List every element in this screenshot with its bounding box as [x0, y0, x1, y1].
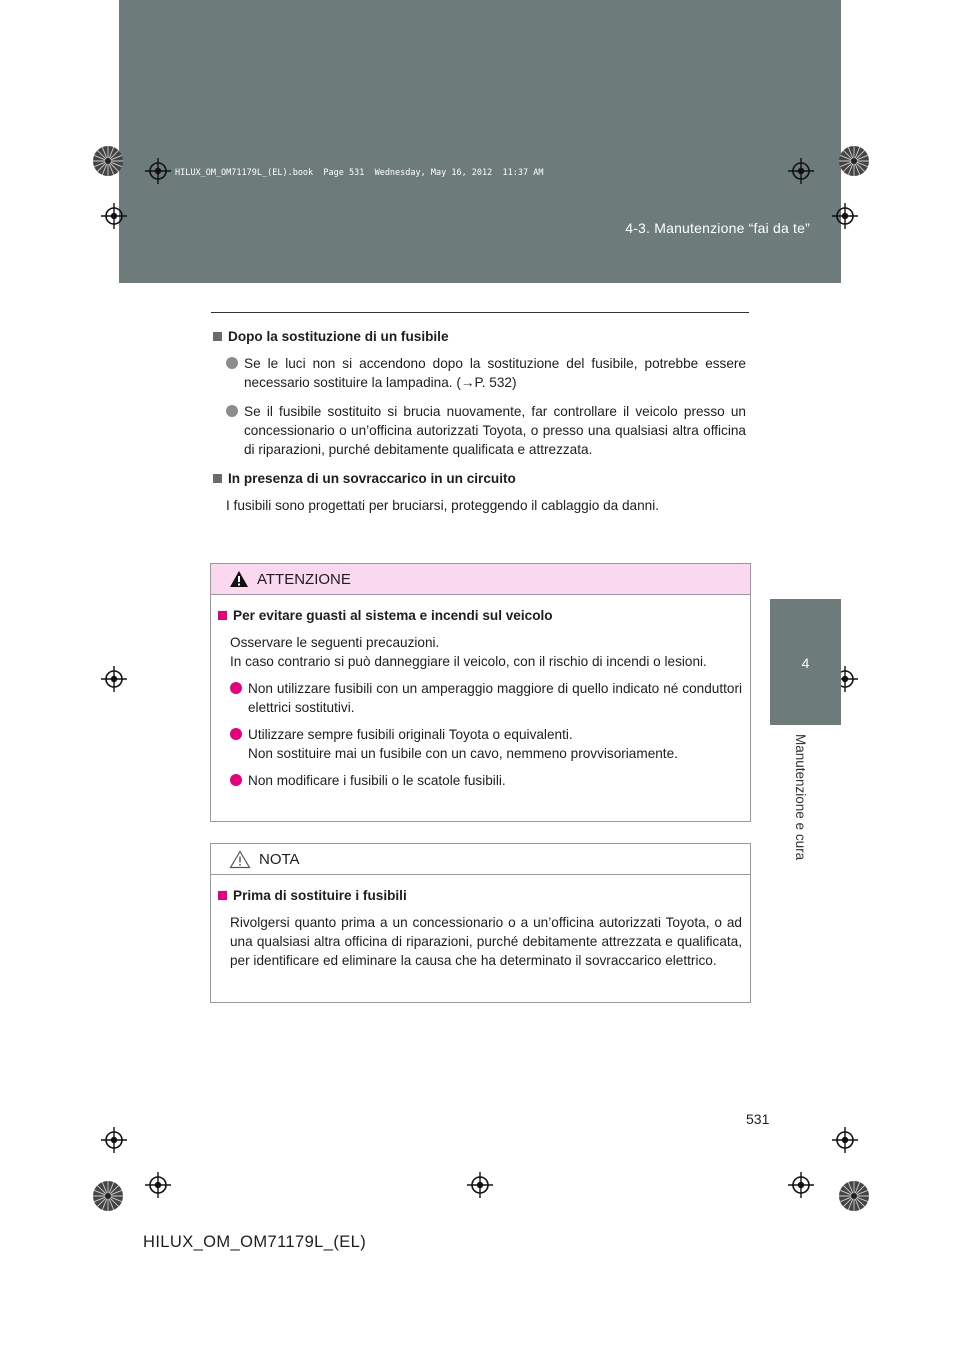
circle-bullet-icon	[230, 774, 242, 786]
warning-body	[211, 595, 750, 808]
page-number: 531	[746, 1111, 770, 1127]
section-title: 4-3. Manutenzione “fai da te”	[625, 220, 810, 236]
section-text: I fusibili sono progettati per bruciarsi, proteggendo il cablaggio da danni.	[226, 498, 660, 513]
note-text: Rivolgersi quanto prima a un concessionario o a un’officina autorizzati Toyota, o ad una qualsiasi altra officina di riparazioni, purché debitamente attrezzata e qualificata, per identificare ed eliminare la causa che ha determinato il sovraccarico elettrico.	[230, 915, 742, 968]
list-item: Se le luci non si accendono dopo la sostituzione del fusibile, potrebbe essere necessario sostituire la lampadina. (→P. 532)	[226, 354, 746, 392]
circle-bullet-icon	[230, 728, 242, 740]
square-bullet-icon	[218, 891, 227, 900]
list-item: Non modificare i fusibili o le scatole fusibili.	[230, 771, 742, 790]
registration-mark-icon	[101, 1127, 127, 1153]
caution-outline-triangle-icon	[229, 850, 251, 869]
note-heading: Prima di sostituire i fusibili	[218, 886, 742, 905]
registration-mark-icon	[788, 158, 814, 184]
warning-heading: Per evitare guasti al sistema e incendi sul veicolo	[218, 606, 742, 625]
print-target-icon	[838, 1180, 870, 1212]
registration-mark-icon	[832, 203, 858, 229]
note-title: NOTA	[211, 844, 750, 875]
list-item: Non utilizzare fusibili con un amperaggio maggiore di quello indicato né conduttori elettrici sostitutivi.	[230, 679, 742, 717]
registration-mark-icon	[832, 1127, 858, 1153]
chapter-tab	[770, 599, 841, 725]
document-code: HILUX_OM_OM71179L_(EL)	[143, 1233, 367, 1251]
registration-mark-icon	[467, 1172, 493, 1198]
warning-intro: Osservare le seguenti precauzioni. In caso contrario si può danneggiare il veicolo, con il rischio di incendi o lesioni.	[230, 635, 707, 669]
circle-bullet-icon	[226, 357, 238, 369]
circle-bullet-icon	[230, 682, 242, 694]
content-divider	[211, 312, 749, 313]
main-content	[213, 327, 746, 525]
chapter-number: 4	[801, 655, 810, 671]
square-bullet-icon	[213, 474, 222, 483]
print-target-icon	[92, 145, 124, 177]
circle-bullet-icon	[226, 405, 238, 417]
warning-title: ATTENZIONE	[211, 564, 750, 595]
print-target-icon	[838, 145, 870, 177]
section-heading: Dopo la sostituzione di un fusibile	[213, 327, 746, 346]
registration-mark-icon	[145, 1172, 171, 1198]
print-target-icon	[92, 1180, 124, 1212]
list-item: Utilizzare sempre fusibili originali Toyota o equivalenti. Non sostituire mai un fusibile con un cavo, nemmeno provvisoriamente.	[230, 725, 742, 763]
square-bullet-icon	[213, 332, 222, 341]
warning-box	[210, 563, 751, 822]
section-heading: In presenza di un sovraccarico in un circuito	[213, 469, 746, 488]
list-item: Se il fusibile sostituito si brucia nuovamente, far controllare il veicolo presso un concessionario o un’officina autorizzati Toyota, o presso una qualsiasi altra officina di riparazioni, purché debitamente qualificata e attrezzata.	[226, 402, 746, 459]
registration-mark-icon	[101, 666, 127, 692]
header-band	[119, 0, 841, 283]
note-body	[211, 875, 750, 988]
note-box	[210, 843, 751, 1003]
file-stamp: HILUX_OM_OM71179L_(EL).book Page 531 Wednesday, May 16, 2012 11:37 AM	[175, 168, 544, 178]
warning-triangle-icon	[229, 570, 249, 588]
registration-mark-icon	[788, 1172, 814, 1198]
square-bullet-icon	[218, 611, 227, 620]
chapter-label: Manutenzione e cura	[793, 734, 808, 861]
registration-mark-icon	[101, 203, 127, 229]
registration-mark-icon	[145, 158, 171, 184]
